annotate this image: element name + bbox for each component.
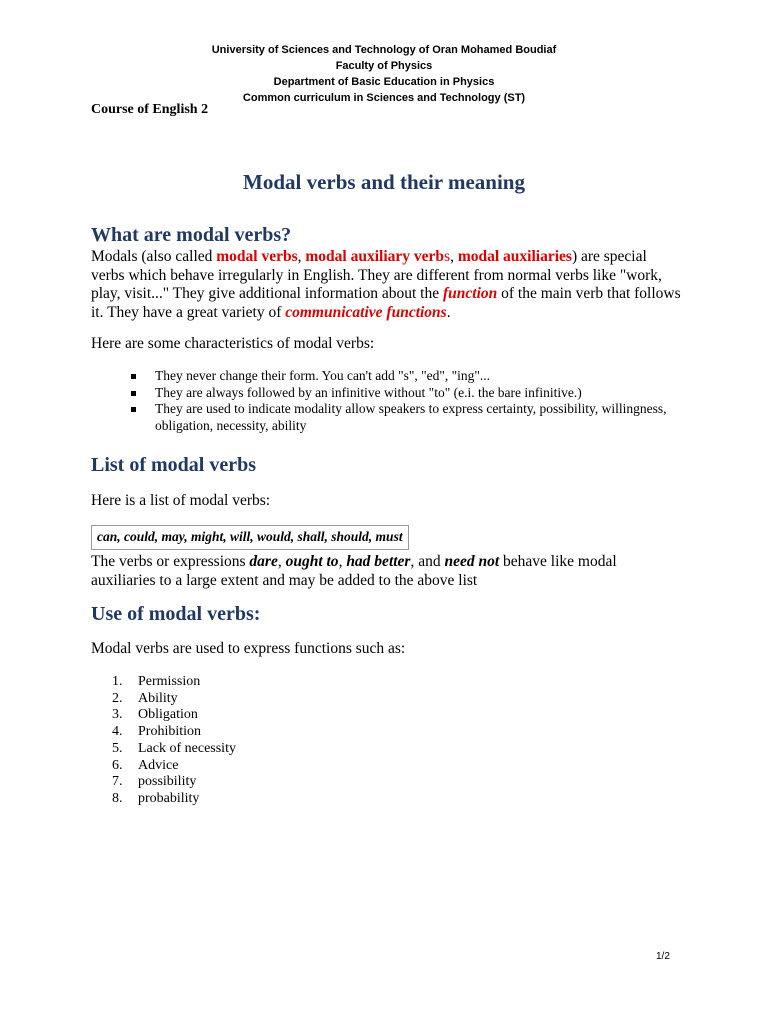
header-faculty: Faculty of Physics — [335, 60, 433, 72]
highlight-term: communicative functions — [285, 303, 447, 321]
highlight-term: modal verbs — [216, 248, 298, 265]
list-item — [127, 385, 687, 402]
section-heading-what-are-modal-verbs: What are modal verbs? — [91, 224, 292, 246]
functions-intro: Modal verbs are used to express functions such as: — [91, 640, 406, 657]
section-heading-use-of-modal-verbs: Use of modal verbs: — [91, 603, 261, 625]
list-item-text: probability — [138, 790, 200, 806]
list-number: 1. — [112, 674, 123, 689]
definition-paragraph — [91, 248, 681, 322]
list-number: 7. — [112, 774, 123, 790]
header-university: University of Sciences and Technology of Oran Mohamed Boudiaf — [211, 44, 557, 56]
characteristics-list — [127, 368, 687, 434]
list-item — [112, 741, 236, 758]
list-item — [112, 758, 236, 775]
institution-header — [0, 42, 768, 106]
text-run: , — [277, 553, 286, 570]
list-item — [112, 774, 236, 791]
text-run: , — [338, 553, 347, 570]
list-item — [112, 707, 236, 724]
course-name: Course of English 2 — [91, 102, 209, 117]
section-heading-list-of-modal-verbs: List of modal verbs — [91, 454, 256, 476]
list-item-text: Permission — [138, 674, 201, 689]
list-item — [112, 691, 236, 708]
highlight-term: modal auxiliary verb — [305, 248, 445, 265]
text-run: , — [450, 248, 458, 265]
list-number: 4. — [112, 724, 123, 740]
semi-modals-paragraph — [91, 553, 681, 590]
text-run: behave like modal auxiliaries to a large extent and may be added to the above list — [91, 553, 617, 589]
page-title: Modal verbs and their meaning — [243, 170, 525, 194]
list-number: 8. — [112, 790, 123, 806]
list-item-text: They are always followed by an infinitive without "to" (e.i. the bare infinitive.) — [155, 384, 582, 400]
list-item-text: Lack of necessity — [138, 740, 236, 756]
text-run: , and — [410, 553, 445, 570]
page-number: 1/2 — [656, 951, 670, 962]
modal-list-intro: Here is a list of modal verbs: — [91, 492, 271, 509]
functions-list — [112, 674, 236, 808]
characteristics-intro: Here are some characteristics of modal verbs: — [91, 335, 375, 352]
emphasis-term: ought to — [285, 553, 339, 570]
list-item-text: possibility — [138, 774, 197, 790]
text-run: Modals (also called — [91, 248, 217, 265]
emphasis-term: need not — [444, 553, 500, 570]
text-run: ) are special verbs which behave irregularly in English. They are different from normal verbs like "work, play, visit..." They give additional information about the — [91, 248, 662, 302]
header-department: Department of Basic Education in Physics — [273, 76, 495, 88]
text-run: The verbs or expressions — [91, 553, 250, 570]
emphasis-term: had better — [346, 553, 411, 570]
list-item — [127, 401, 687, 434]
list-item — [112, 674, 236, 691]
text-run: , — [297, 248, 306, 265]
list-number: 6. — [112, 757, 123, 773]
emphasis-term: dare — [249, 553, 278, 570]
bullet-icon — [131, 407, 136, 412]
list-item-text: Ability — [138, 690, 178, 706]
list-item — [127, 368, 687, 385]
modal-verbs-box: can, could, may, might, will, would, shall, should, must — [91, 525, 409, 550]
highlight-term: function — [443, 285, 498, 302]
text-run: of the main verb that follows it. They have a great variety of — [91, 285, 681, 321]
list-item-text: They never change their form. You can't add "s", "ed", "ing"... — [155, 368, 491, 383]
list-item-text: They are used to indicate modality allow speakers to express certainty, possibility, willingness, obligation, necessity, ability — [155, 401, 667, 433]
highlight-suffix: s — [444, 248, 451, 265]
highlight-term: modal auxiliaries — [457, 248, 572, 265]
list-item — [112, 724, 236, 741]
bullet-icon — [131, 374, 136, 379]
list-number: 5. — [112, 740, 123, 756]
list-item-text: Prohibition — [138, 724, 202, 740]
list-item-text: Obligation — [138, 707, 198, 723]
list-item-text: Advice — [138, 757, 179, 773]
bullet-icon — [131, 391, 136, 396]
list-number: 3. — [112, 707, 123, 723]
header-curriculum: Common curriculum in Sciences and Technology (ST) — [242, 92, 526, 104]
text-run: . — [446, 303, 451, 321]
list-item — [112, 791, 236, 808]
list-number: 2. — [112, 690, 123, 706]
